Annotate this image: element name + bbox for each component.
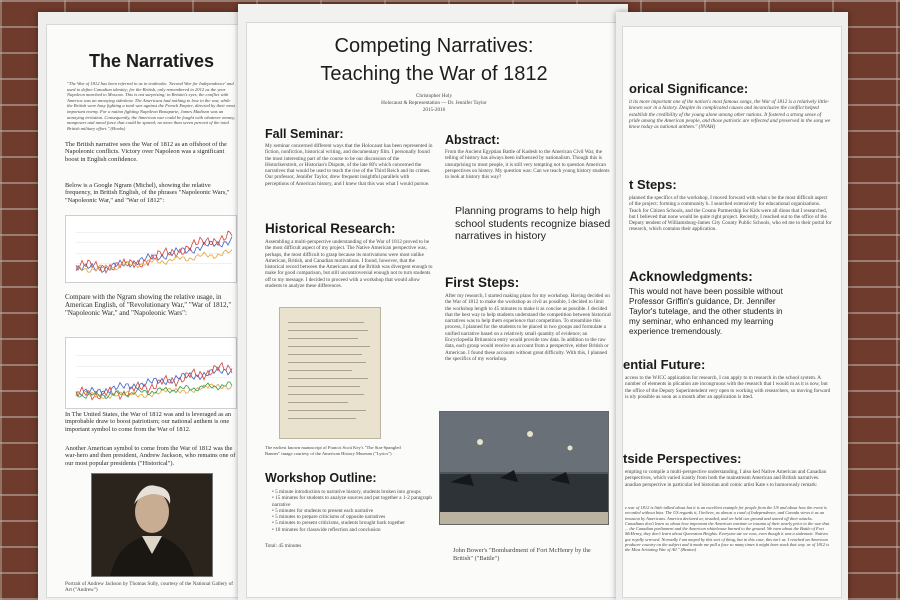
poster-title-line1: Competing Narratives: [334, 35, 534, 57]
outline-item: • 15 minutes for students to analyze sources and put together a 1-2 paragraph narrative [272, 495, 442, 508]
outline-item: • 10 minutes for classwide reflection and conclusion [272, 527, 442, 533]
british-narrative-text: The British narrative sees the War of 1812 as an offshoot of the Napoleonic conflicts. Victory over Napoleon was a significant boost in English confidence. [65, 141, 227, 163]
steps-heading: t Steps: [629, 177, 677, 192]
andrew-jackson-portrait [91, 473, 213, 577]
ngram-british-chart [65, 215, 237, 283]
abstract-heading: Abstract: [445, 133, 500, 147]
historical-research-text: Assembling a multi-perspective understanding of the War of 1812 proved to be the most difficult aspect of my project. The Native American perspective was, perhaps, the most difficult to grasp because its motivations were most unlike American, British, and Canadian motivations. I found, however, that the historical record between the Americans and the British was divergent enough to make for good comparison, but still uncontroversial enough not to turn students off to my message. I decided to proceed with a workshop that would allow students to analyze these differences. [265, 239, 433, 290]
ngram-american-chart [65, 337, 237, 409]
future-heading: ential Future: [623, 357, 706, 372]
outline-item: • 5 minutes to present criticisms, students brought back together [272, 520, 442, 526]
jackson-text: Another American symbol to come from the War of 1812 was the war-hero and then president, Andrew Jackson, who remains one of our most popular presidents ("Historical"). [65, 445, 236, 467]
first-steps-text: After my research, I started making plans for my workshop. Having decided on the War of 1812 to make the workshop as civil as possible, I decided to limit the workshop length to 45 minutes to make it as concise as possible. I decided that the best way to help students understand the competition between historical narratives was to help them experience that competition. To streamline this process, I planned for the students to be placed in two groups and formulate a unified narrative based on a relatively small quantity of evidence; an Encyclopedia Britannica entry would provide raw data. In addition to the raw data, each group would receive an account from a perspective, either British or American. I found these accounts without great difficulty. With this, I planned the specifics of my workshop. [445, 293, 611, 362]
title-sheet [246, 22, 622, 598]
ngram-british-caption: Below is a Google Ngram (Michel), showing the relative frequency, in British English, of the phrases "Napoleonic Wars," "Napoleonic War," and "War of 1812": [65, 182, 230, 204]
star-spangled-manuscript [279, 307, 381, 439]
narratives-sheet [46, 24, 244, 598]
battle-caption: John Bower's "Bombardment of Fort McHenry by the British" ("Battle") [453, 547, 591, 562]
future-text: access to the WJCC application for research, I can apply to m research in the school system. A number of elements in plication are incongruous with the research that I would m as it is now, but the office of the Deputy Superintendent very open to working with researchers, so moving forward is nly possible as soon as a month after an application is itted. [625, 375, 831, 400]
significance-heading: orical Significance: [629, 81, 749, 96]
first-steps-heading: First Steps: [445, 275, 520, 290]
acknowledgments-text: This would not have been possible without Professor Griffin's guidance, Dr. Jennifer Taylor's tutelage, and the other students in my seminar, who enhanced my learning experience tremendously. [629, 287, 783, 336]
manuscript-caption: The earliest known manuscript of Francis Scott Key's "The Star-Spangled Banner" image courtesy of the American History Museum ("Lyrics") [265, 445, 401, 456]
outline-item: • 5 minutes to prepare criticisms of opposite narratives [272, 514, 442, 520]
workshop-outline-heading: Workshop Outline: [265, 471, 377, 485]
narratives-title: The Narratives [89, 51, 215, 71]
steps-text: planned the specifics of the workshop, I moved forward with what s be the most difficult aspect of the project: forming a community h. I searched extensively for educational organizations. Teach for Citizen Schools, and the Cosmo Partnership for Kids were all dions that I researched, but I believed that none would be quite right project. Recently, I reached out to the office of the Deputy tendent of Williamsburg-James City County Public Schools, who ed me to their portal for research, which contains their application. [629, 195, 832, 233]
abstract-text: From the Ancient Egyptian Battle of Kadesh to the American Civil War, the telling of history has always been influenced by nationalism. Though this is unsurprising to most people, it is still very tempting not to question American perspectives on history. My question was: Can we teach young history students to look at history this way? [445, 149, 610, 181]
left-panel [38, 12, 248, 600]
author-name: Christopher Holy [415, 93, 453, 99]
workshop-outline-list [265, 489, 442, 533]
right-panel [616, 12, 848, 600]
ngram-american-caption: Compare with the Ngram showing the relative usage, in American English, of "Revolutionary War," "War of 1812," "Napoleonic War," and "Napoleonic Wars": [65, 293, 232, 317]
poster-title-line2: Teaching the War of 1812 [320, 63, 548, 85]
fall-seminar-heading: Fall Seminar: [265, 127, 344, 141]
ngram-series-line [76, 382, 232, 399]
acknowledgments-heading: Acknowledgments: [629, 269, 753, 284]
ngram-series-line [76, 231, 232, 273]
fort-mchenry-painting [439, 411, 609, 525]
significance-text: it its more important one of the nation's most famous songs, the War of 1812 is a relatively little-known war in a history. Despite its complicated causes and inconclusive the conflict helped establish the credibility of the young alone among other nations. It fostered a strong sense of pride among the American people, and those patriotic are reflected and preserved in the song we know today as national anthem." (NVAH) [629, 99, 831, 131]
program-year: 2015-2016 [422, 107, 446, 113]
outline-item: • 5 minute introduction to narrative history, students broken into groups [272, 489, 442, 495]
center-panel [238, 4, 628, 600]
ngram-series-line [76, 237, 232, 273]
workshop-total: Total: 45 minutes [265, 543, 302, 549]
outside-perspectives-text: empting to compile a multi-perspective understanding, I also ked Native American and Canadian perspectives, which varied icantly from both the mainstream American and British narratives. anadian perspective in particular led historian and comic artist Kate s to humorously remark: [625, 469, 827, 488]
right-sheet [622, 26, 842, 598]
fall-seminar-text: My seminar concerned different ways that the Holocaust has been represented in fiction, nonfiction, historical writing, and documentary film. I personally found the most interesting part of the course to be our discussion of the Historikerstreit, or Historian's Dispute, of the late 80's which concerned the narratives that would be used to teach the rise of the Third Reich and its crimes. Our professor, Jennifer Taylor, drew frequent insightful parallels with perceptions of American history, and I knew that this was what I would pursue. [265, 143, 433, 187]
us-narrative-text: In The United States, the War of 1812 was and is leveraged as an improbable draw to boost patriotism; our national anthem is one important symbol to come from the War of 1812. [65, 411, 232, 433]
outline-item: • 5 minutes for students to present each narrative [272, 508, 442, 514]
beaton-quote: e war of 1812 is little talked about but it is an excellent example for people from the US and about how the event is recorded without bias. The US regards it, I believe, as almost a cond of Independence, and Canada views it as an invasion by Americans. America declared ar, invaded, and we held our ground and staved off their attacks. Canadians don't learn so about how important the American wartime or trauma of their nearly prior to the war that ... the Canadian parliament and the American whitehouse burned to the ground. We earn about the Battle of Fort McHenry, they don't learn about Queenston Heights. Everyone ate we won, even though it was a stalemate. Natives got royally screwed. Normally I am mayed by this sort of thing, but in this case, this isn't us. I reached an American producer country on the subject and it made me pull a face so many times it might have stuck that way. ar of 1812 is the Most Irritating War of All." (Beaton) [625, 505, 830, 553]
outside-perspectives-heading: tside Perspectives: [623, 451, 742, 466]
portrait-caption: Portrait of Andrew Jackson by Thomas Sully, courtesy of the National Gallery of Art ("Andrew") [65, 581, 233, 594]
narratives-intro: "The War of 1812 has been referred to as in textbooks: 'Second War for Independence' and used to define Canadian identity; for the British, only remembered in 2012 as the year Napoleon marched to Moscow. This is not surprising; in Britain's eyes, the conflict with America was an annoying sideshow. The Americans had nothing to lose in the war, while the British were busy fighting a total war against the French Empire, directed by their most important enemy. For a nation fighting Napoleon Bonaparte, James Madison was an annoying irritation. Consequently, the American war could be fought with whatever money, manpower and naval force that could be spared; no more than seven percent of the total British military effort." (Hooks) [67, 81, 236, 131]
planning-statement: Planning programs to help high school students recognize biased narratives in history [455, 205, 611, 242]
historical-research-heading: Historical Research: [265, 221, 396, 236]
program-name: Holocaust & Representation — Dr. Jennifer Taylor [381, 100, 487, 106]
